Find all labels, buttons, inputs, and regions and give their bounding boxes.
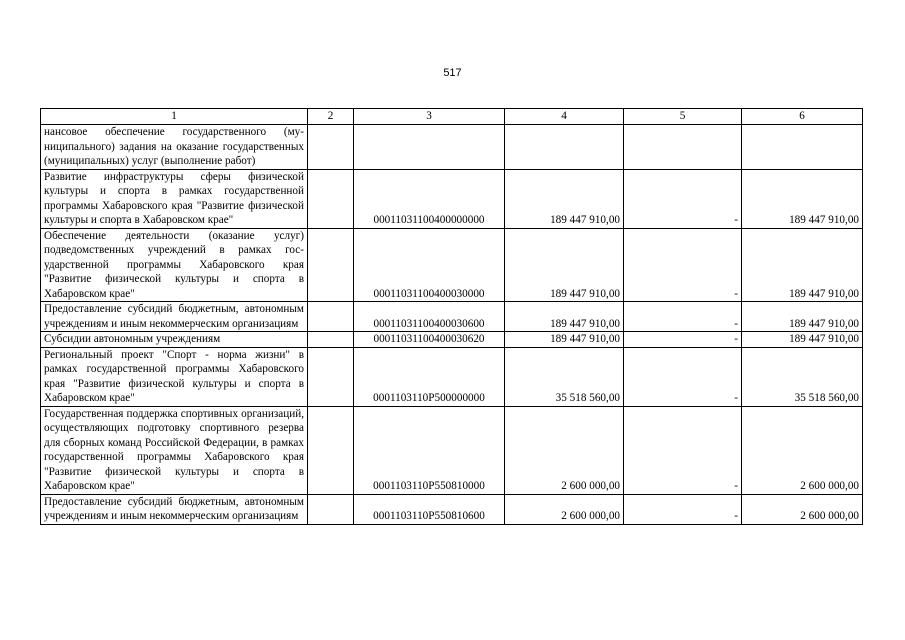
table-row <box>41 169 863 228</box>
column-header-4: 4 <box>505 109 624 125</box>
row-amount: 189 447 910,00 <box>505 332 624 348</box>
row-total: 189 447 910,00 <box>742 169 863 228</box>
table-row <box>41 125 863 170</box>
row-total <box>742 125 863 170</box>
row-change: - <box>624 302 742 332</box>
budget-table <box>40 108 863 525</box>
row-code: 00011031100400030000 <box>354 228 505 302</box>
row-col2 <box>308 406 354 494</box>
row-col2 <box>308 494 354 524</box>
row-total: 35 518 560,00 <box>742 347 863 406</box>
column-header-6: 6 <box>742 109 863 125</box>
page-number: 517 <box>443 67 462 79</box>
table-row <box>41 347 863 406</box>
table-header-row <box>41 109 863 125</box>
row-code: 00011031100400000000 <box>354 169 505 228</box>
row-name: Развитие инфраструктуры сферы физической культуры и спорта в рамках государственной программы Хабаровского края "Развитие физической культуры и спорта в Хабаровском крае" <box>41 169 308 228</box>
row-change: - <box>624 228 742 302</box>
row-amount: 35 518 560,00 <box>505 347 624 406</box>
row-amount: 189 447 910,00 <box>505 228 624 302</box>
row-code: 00011031100400030600 <box>354 302 505 332</box>
table-row <box>41 494 863 524</box>
row-name: Предоставление субсидий бюджетным, автономным учреждениям и иным некоммерческим организациям <box>41 302 308 332</box>
row-total: 2 600 000,00 <box>742 494 863 524</box>
row-name: Обеспечение деятельности (оказание услуг) подведомственных учреждений в рамках государственной программы Хабаровского края "Развитие физической культуры и спорта в Хабаровском крае" <box>41 228 308 302</box>
row-total: 189 447 910,00 <box>742 332 863 348</box>
row-name: Региональный проект "Спорт - норма жизни" в рамках государственной программы Хабаровского края "Развитие физической культуры и спорта в Хабаровском крае" <box>41 347 308 406</box>
row-amount: 2 600 000,00 <box>505 494 624 524</box>
row-amount: 189 447 910,00 <box>505 169 624 228</box>
table-row <box>41 302 863 332</box>
row-code: 0001103110P550810000 <box>354 406 505 494</box>
table-row <box>41 332 863 348</box>
row-change <box>624 125 742 170</box>
row-change: - <box>624 169 742 228</box>
column-header-1: 1 <box>41 109 308 125</box>
row-amount: 189 447 910,00 <box>505 302 624 332</box>
row-amount: 2 600 000,00 <box>505 406 624 494</box>
column-header-3: 3 <box>354 109 505 125</box>
row-col2 <box>308 125 354 170</box>
table-row <box>41 406 863 494</box>
row-code: 0001103110P550810600 <box>354 494 505 524</box>
column-header-5: 5 <box>624 109 742 125</box>
row-col2 <box>308 332 354 348</box>
row-change: - <box>624 347 742 406</box>
row-total: 189 447 910,00 <box>742 302 863 332</box>
row-name: нансовое обеспечение государственного (муниципального) задания на оказание государственных (муниципальных) услуг (выполнение работ) <box>41 125 308 170</box>
row-name: Субсидии автономным учреждениям <box>41 332 308 348</box>
row-col2 <box>308 302 354 332</box>
row-code: 0001103110P500000000 <box>354 347 505 406</box>
row-code: 00011031100400030620 <box>354 332 505 348</box>
row-amount <box>505 125 624 170</box>
row-total: 2 600 000,00 <box>742 406 863 494</box>
table-row <box>41 228 863 302</box>
row-total: 189 447 910,00 <box>742 228 863 302</box>
row-code <box>354 125 505 170</box>
row-col2 <box>308 228 354 302</box>
row-change: - <box>624 494 742 524</box>
row-name: Предоставление субсидий бюджетным, автономным учреждениям и иным некоммерческим организациям <box>41 494 308 524</box>
row-col2 <box>308 169 354 228</box>
column-header-2: 2 <box>308 109 354 125</box>
row-col2 <box>308 347 354 406</box>
row-name: Государственная поддержка спортивных организаций, осуществляющих подготовку спортивного резерва для сборных команд Российской Федерации, в рамках государственной программы Хабаровского края "Развитие физической культуры и спорта в Хабаровском крае" <box>41 406 308 494</box>
row-change: - <box>624 332 742 348</box>
row-change: - <box>624 406 742 494</box>
